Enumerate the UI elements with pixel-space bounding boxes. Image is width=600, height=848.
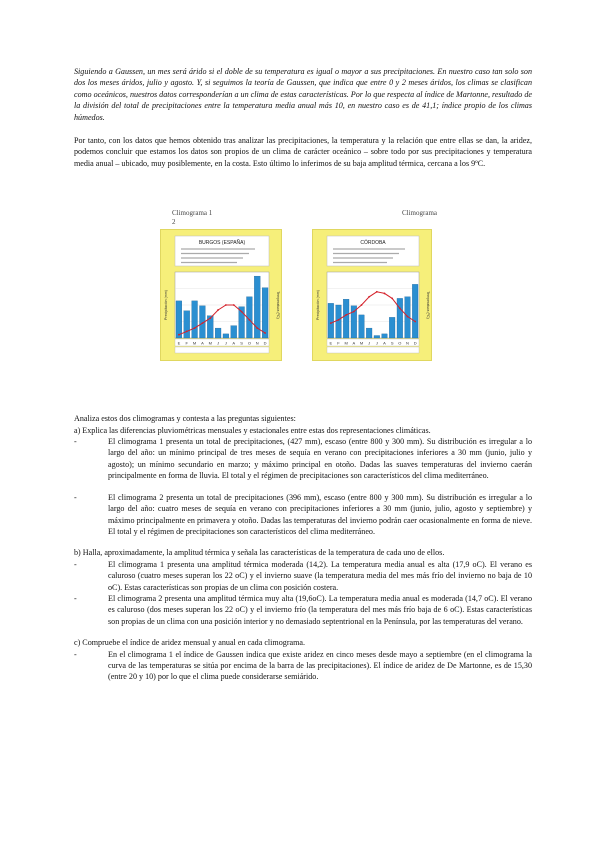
temperature-point xyxy=(330,323,332,325)
temperature-point xyxy=(338,319,340,321)
temperature-point xyxy=(209,318,211,320)
bullet: - xyxy=(74,593,77,603)
y2-axis-label: Temperatura (ºC) xyxy=(276,291,280,319)
temperature-point xyxy=(353,311,355,313)
month-label: E xyxy=(329,340,333,346)
month-label: J xyxy=(224,340,227,346)
temperature-point xyxy=(391,298,393,300)
precip-bar xyxy=(262,288,268,338)
temperature-point xyxy=(399,308,401,310)
answer-c1 xyxy=(74,649,532,683)
temperature-point xyxy=(345,314,347,316)
month-label: D xyxy=(263,340,267,346)
precip-bar xyxy=(192,301,198,338)
temperature-point xyxy=(361,304,363,306)
conclusion-paragraph: Por tanto, con los datos que hemos obtenido tras analizar las precipitaciones, la temperatura y la relación que entre ellas se dan, la aridez, podemos concluir que estamos los datos son propios de un clima de carácter oceánico – sobre todo por sus precipitaciones y temperatura media anual – ubicado, muy posiblemente, en la costa. Esto último lo inferimos de su baja amplitud térmica, cercana a los 9ºC. xyxy=(74,136,532,168)
climogram-left-card xyxy=(160,229,282,361)
answer-a2-text: El climograma 2 presenta un total de precipitaciones (396 mm), escaso (entre 800 y 300 mm). Su distribución es irregular a lo largo del año: cuatro meses de sequía en verano con precipitaciones inferiores a 30 mm (junio, julio, agosto y septiembre) y máximo principalmente en primavera y otoño. Dadas las temperaturas del invierno podrán caer ocasionalmente en forma de nieve. El total y el régimen de precipitaciones son característicos del clima mediterráneo. xyxy=(108,492,532,536)
answer-b2 xyxy=(74,593,532,627)
precip-bar xyxy=(366,328,372,338)
precip-bar xyxy=(328,304,334,339)
temperature-point xyxy=(217,309,219,311)
precip-bar xyxy=(359,315,365,338)
climogram-right xyxy=(313,230,431,360)
right-chart-caption: Climograma xyxy=(402,209,437,218)
month-label: E xyxy=(177,340,181,346)
answer-b1 xyxy=(74,559,532,593)
precip-bar xyxy=(389,318,395,339)
precip-bar xyxy=(382,334,388,338)
precip-bar xyxy=(184,311,190,338)
month-label: S xyxy=(240,340,243,346)
month-label: M xyxy=(359,340,364,346)
values-row xyxy=(327,347,419,353)
month-label: M xyxy=(208,340,212,346)
climogram-left xyxy=(161,230,281,360)
left-chart-caption-number: 2 xyxy=(172,218,176,227)
temperature-point xyxy=(384,293,386,295)
temperature-point xyxy=(202,323,204,325)
temperature-point xyxy=(407,316,409,318)
bullet: - xyxy=(74,559,77,569)
precip-bar xyxy=(412,285,418,339)
document-body xyxy=(74,66,532,683)
answer-a1-text: El climograma 1 presenta un total de precipitaciones, (427 mm), escaso (entre 800 y 300 mm). Su distribución es irregular a lo largo del año: un mínimo principal de tres meses de sequía en verano con precipitaciones inferiores a 30 mm (junio, julio y agosto); un mínimo secundario en marzo; y máximo principal en otoño. Dadas las suaves temperaturas del invierno caerán principalmente en forma de lluvia. El total y el régimen de precipitaciones son característicos del clima mediterráneo. xyxy=(108,437,532,481)
month-label: F xyxy=(337,340,340,346)
precip-bar xyxy=(215,328,221,338)
y2-axis-label: Temperatura (ºC) xyxy=(426,291,430,319)
question-a: a) Explica las diferencias pluviométricas mensuales y estacionales entre estas dos representaciones climáticas. xyxy=(74,425,431,435)
month-label: J xyxy=(375,340,378,346)
bullet: - xyxy=(74,437,77,447)
left-chart-caption: Climograma 1 xyxy=(172,209,213,218)
climograms-figure xyxy=(74,207,532,407)
month-label: J xyxy=(368,340,371,346)
month-label: A xyxy=(201,340,204,346)
bullet: - xyxy=(74,649,77,659)
temperature-point xyxy=(264,332,266,334)
chart-title: CÓRDOBA xyxy=(360,240,386,247)
month-label: A xyxy=(352,340,356,346)
month-label: F xyxy=(185,340,188,346)
answer-b1-text: El climograma 1 presenta una amplitud térmica moderada (14,2). La temperatura media anual es alta (17,9 oC). El verano es caluroso (cuatro meses superan los 22 oC) y el invierno suave (la temperatura media del mes más frío del invierno no baja de 10 oC). Estas características son propias de un clima con posición costera. xyxy=(108,559,532,592)
bullet: - xyxy=(74,492,77,502)
answer-c1-text: En el climograma 1 el índice de Gaussen indica que existe aridez en cinco meses desde mayo a septiembre (en el climograma la curva de las temperaturas se sitúa por encima de la barra de las precipitaciones). El índice de aridez de De Martonne, es de 15,30 (entre 20 y 10) por lo que el clima puede considerarse semiárido. xyxy=(108,649,532,682)
month-label: M xyxy=(344,340,348,346)
precip-bar xyxy=(343,299,349,338)
temperature-point xyxy=(233,304,235,306)
precip-bar xyxy=(374,336,380,338)
temperature-point xyxy=(368,296,370,298)
temperature-point xyxy=(376,291,378,293)
month-label: M xyxy=(192,340,197,346)
chart-title: BURGOS (ESPAÑA) xyxy=(198,240,246,247)
analysis-heading: Analiza estos dos climogramas y contesta a las preguntas siguientes: xyxy=(74,414,296,424)
month-label: N xyxy=(255,340,259,346)
values-row xyxy=(175,347,269,353)
y-axis-label: Precipitación (mm) xyxy=(316,290,320,321)
temperature-point xyxy=(249,319,251,321)
climogram-right-card xyxy=(312,229,432,361)
month-label: O xyxy=(247,340,251,346)
precip-bar xyxy=(336,305,342,338)
month-label: A xyxy=(232,340,236,346)
temperature-point xyxy=(225,304,227,306)
answer-b2-text: El climograma 2 presenta una amplitud térmica muy alta (19,6oC). La temperatura media anual es moderada (14,7 oC). El verano es caluroso (dos meses superan los 22 oC) y el invierno frío (la temperatura del mes más frío baja de 6 oC). Estas características son propias de un clima con una posición interior y no demasiado septentrional en la Península, por las temperaturas del verano. xyxy=(108,593,532,626)
month-label: N xyxy=(406,340,409,346)
answer-a1 xyxy=(74,436,532,482)
month-label: O xyxy=(398,340,402,346)
analysis-section xyxy=(74,413,532,683)
question-b: b) Halla, aproximadamente, la amplitud térmica y señala las características de la temperatura de cada uno de ellos. xyxy=(74,548,445,558)
month-label: J xyxy=(217,340,220,346)
month-label: A xyxy=(383,340,386,346)
precip-bar xyxy=(231,326,237,338)
question-c: c) Compruebe el índice de aridez mensual y anual en cada climograma. xyxy=(74,638,306,648)
answer-a2 xyxy=(74,492,532,538)
precip-bar xyxy=(223,334,229,338)
month-label: S xyxy=(390,340,394,346)
temperature-point xyxy=(256,327,258,329)
intro-paragraph: Siguiendo a Gaussen, un mes será árido si el doble de su temperatura es igual o mayor a sus precipitaciones. En nuestro caso tan solo son dos los meses áridos, julio y agosto. Y, si seguimos la teoría de Gaussen, que indica que entre 0 y 2 meses áridos, los climas se clasifican como oceánicos, nuestros datos corresponderían a un clima de estas características. Por lo que respecta al índice de Martonne, resultado de la división del total de precipitaciones entre la temperatura media anual más 10, en nuestro caso es de 41,1; índice propio de los climas húmedos. xyxy=(74,67,532,122)
temperature-point xyxy=(194,327,196,329)
month-label: D xyxy=(413,340,417,346)
temperature-point xyxy=(241,311,243,313)
temperature-point xyxy=(178,334,180,336)
precip-bar xyxy=(176,301,182,338)
precip-bar xyxy=(397,299,403,339)
y-axis-label: Precipitación (mm) xyxy=(164,290,168,321)
precip-bar xyxy=(351,306,357,338)
temperature-point xyxy=(414,321,416,323)
temperature-point xyxy=(186,331,188,333)
